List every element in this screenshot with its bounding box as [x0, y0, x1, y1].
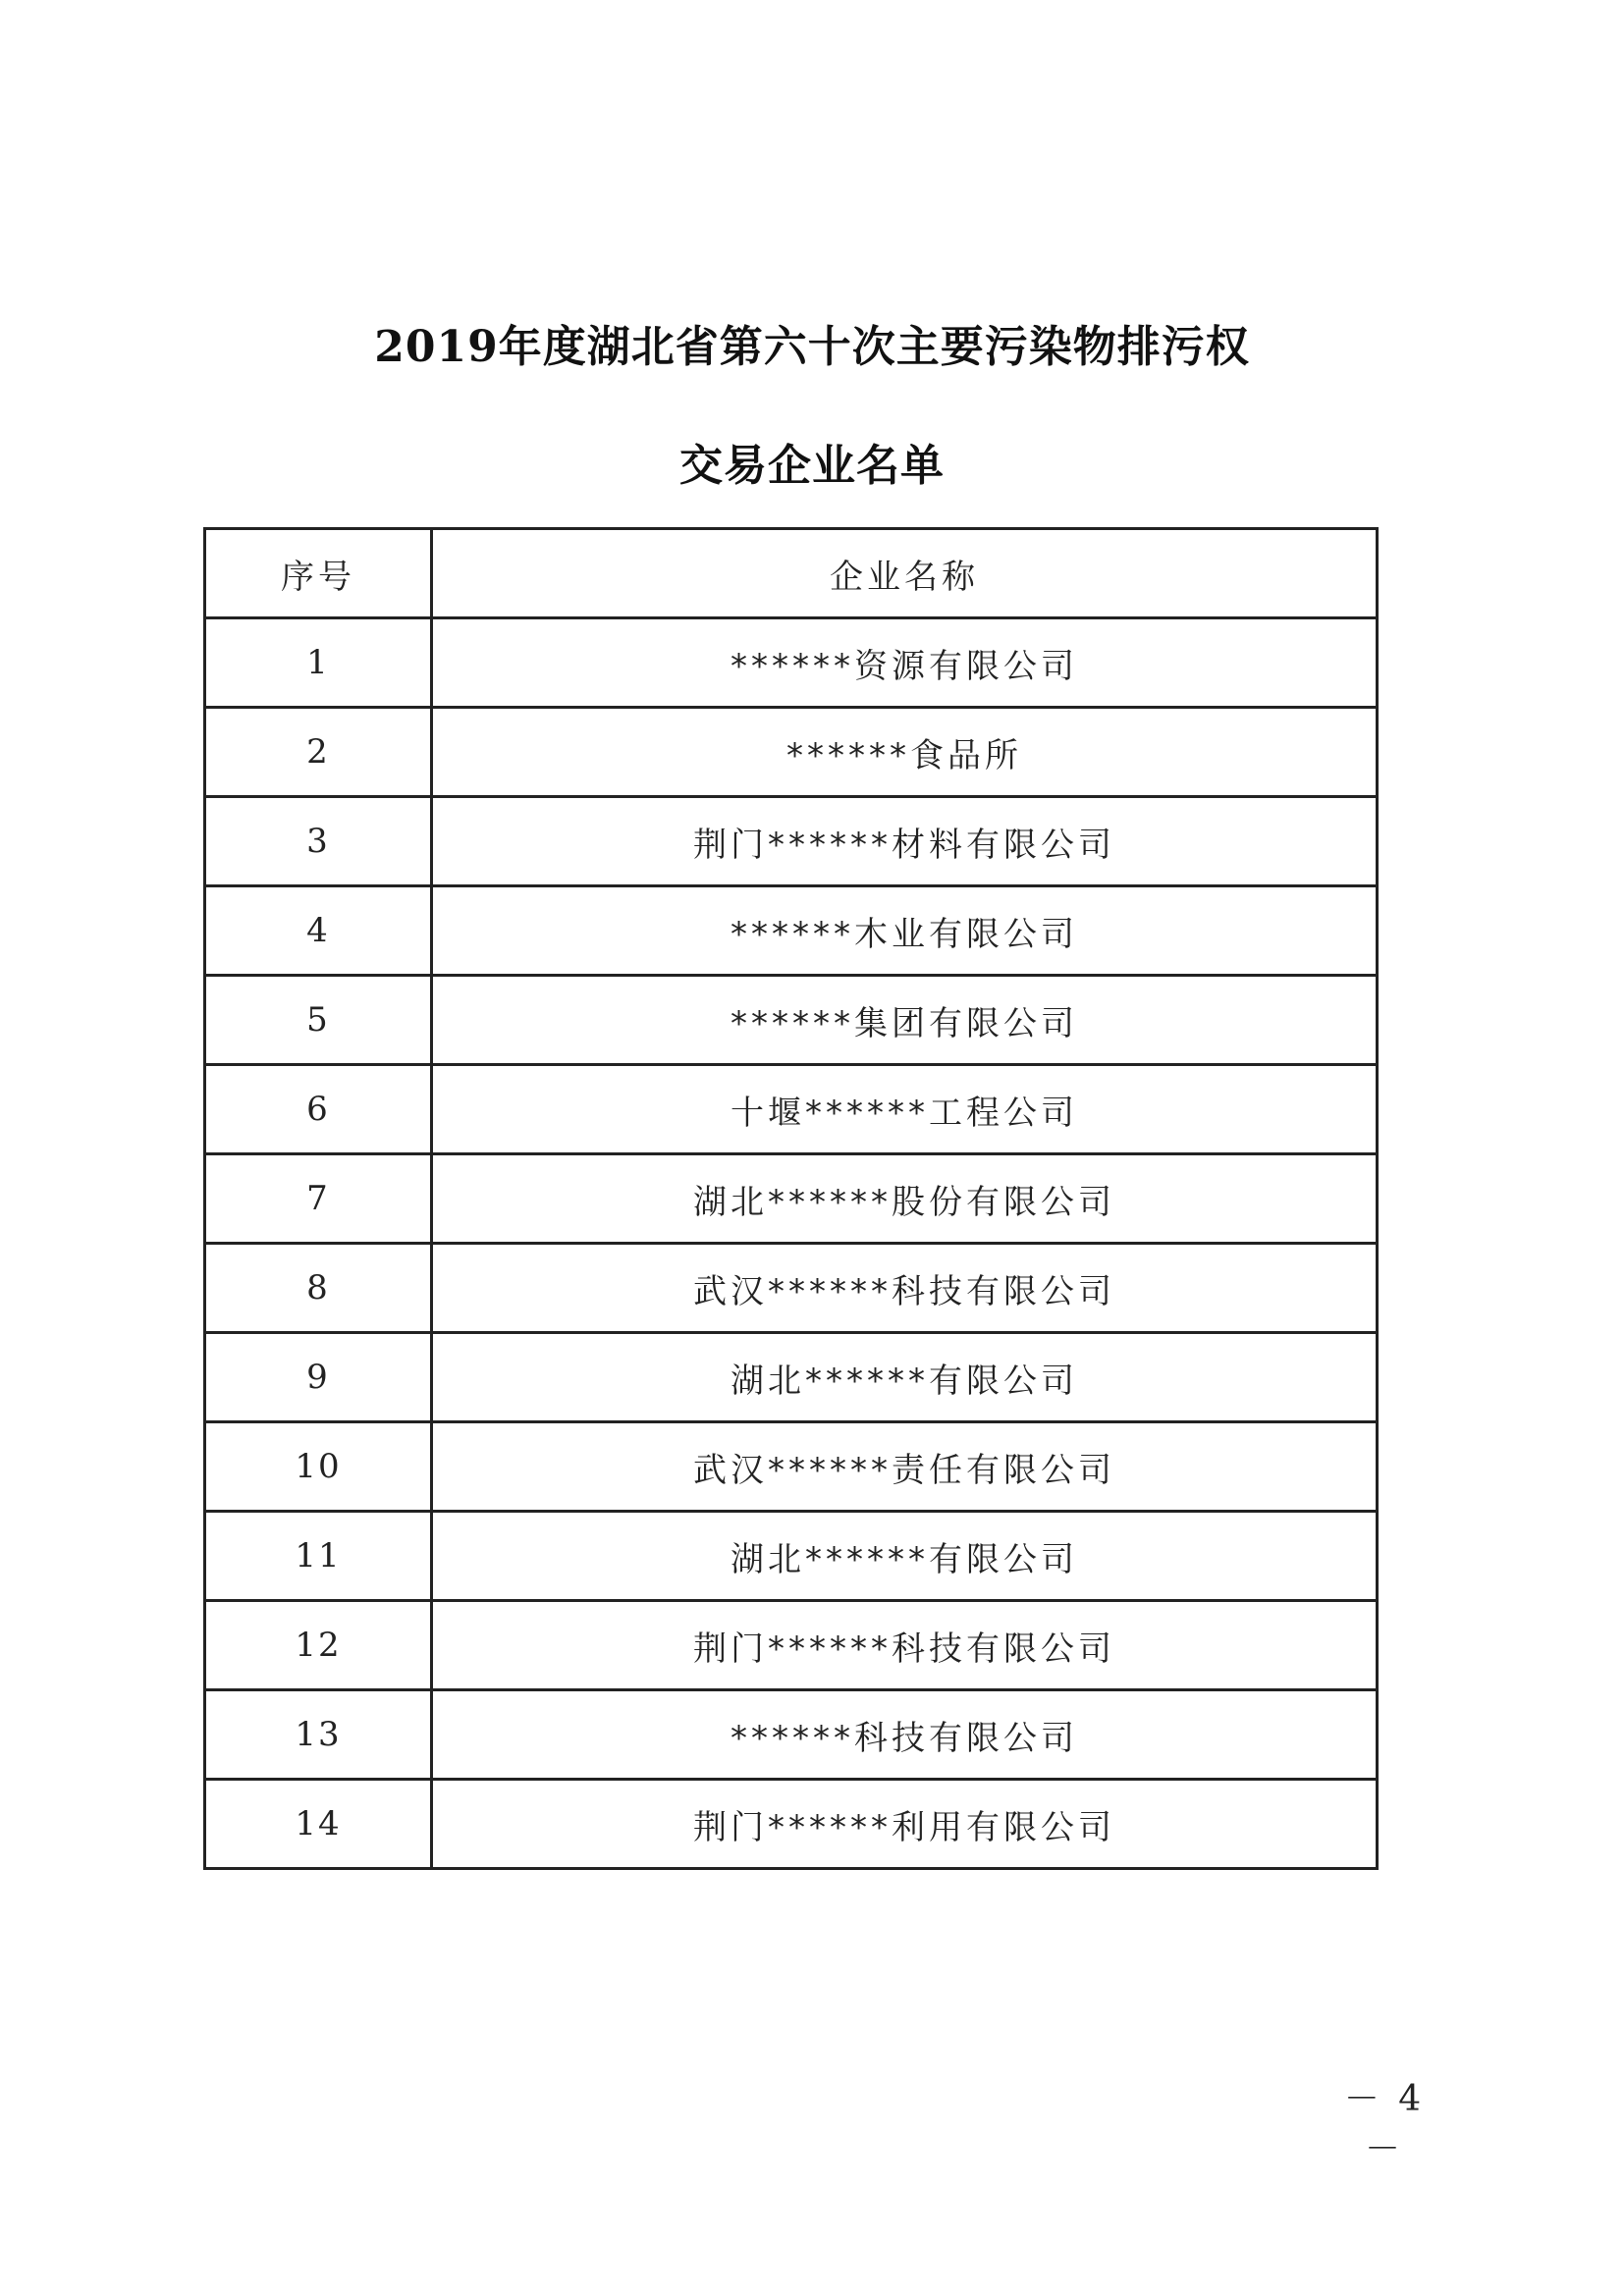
row-seq: 7 [205, 1154, 432, 1244]
row-company-name: ******食品所 [432, 708, 1378, 797]
row-seq: 9 [205, 1333, 432, 1422]
table-row [205, 1601, 1378, 1690]
page-number: － 4 － [1343, 2079, 1426, 2169]
row-seq: 11 [205, 1512, 432, 1601]
row-company-name: 湖北******有限公司 [432, 1333, 1378, 1422]
row-seq: 13 [205, 1690, 432, 1780]
row-seq: 1 [205, 618, 432, 708]
row-seq: 3 [205, 797, 432, 886]
row-company-name: 荆门******科技有限公司 [432, 1601, 1378, 1690]
table-header-row [205, 529, 1378, 618]
table-row [205, 886, 1378, 976]
row-company-name: 荆门******利用有限公司 [432, 1780, 1378, 1869]
row-company-name: 湖北******股份有限公司 [432, 1154, 1378, 1244]
table-row [205, 797, 1378, 886]
row-seq: 10 [205, 1422, 432, 1512]
row-seq: 8 [205, 1244, 432, 1333]
row-company-name: 十堰******工程公司 [432, 1065, 1378, 1154]
row-company-name: ******集团有限公司 [432, 976, 1378, 1065]
table-row [205, 1690, 1378, 1780]
row-company-name: ******资源有限公司 [432, 618, 1378, 708]
table-row [205, 1333, 1378, 1422]
table-row [205, 1512, 1378, 1601]
header-company-name: 企业名称 [432, 529, 1378, 618]
enterprise-table [203, 527, 1379, 1870]
row-seq: 12 [205, 1601, 432, 1690]
row-company-name: 武汉******责任有限公司 [432, 1422, 1378, 1512]
row-seq: 4 [205, 886, 432, 976]
table-row [205, 1065, 1378, 1154]
row-company-name: 湖北******有限公司 [432, 1512, 1378, 1601]
row-seq: 2 [205, 708, 432, 797]
row-seq: 5 [205, 976, 432, 1065]
header-seq: 序号 [205, 529, 432, 618]
table-row [205, 1244, 1378, 1333]
table-row [205, 976, 1378, 1065]
table-row [205, 1422, 1378, 1512]
table-row [205, 708, 1378, 797]
row-company-name: ******科技有限公司 [432, 1690, 1378, 1780]
row-company-name: 武汉******科技有限公司 [432, 1244, 1378, 1333]
table-row [205, 618, 1378, 708]
table-row [205, 1154, 1378, 1244]
document-title-line-2: 交易企业名单 [679, 441, 945, 491]
row-company-name: 荆门******材料有限公司 [432, 797, 1378, 886]
row-seq: 14 [205, 1780, 432, 1869]
row-seq: 6 [205, 1065, 432, 1154]
row-company-name: ******木业有限公司 [432, 886, 1378, 976]
document-title-line-1: 2019年度湖北省第六十次主要污染物排污权 [374, 322, 1250, 372]
table-row [205, 1780, 1378, 1869]
